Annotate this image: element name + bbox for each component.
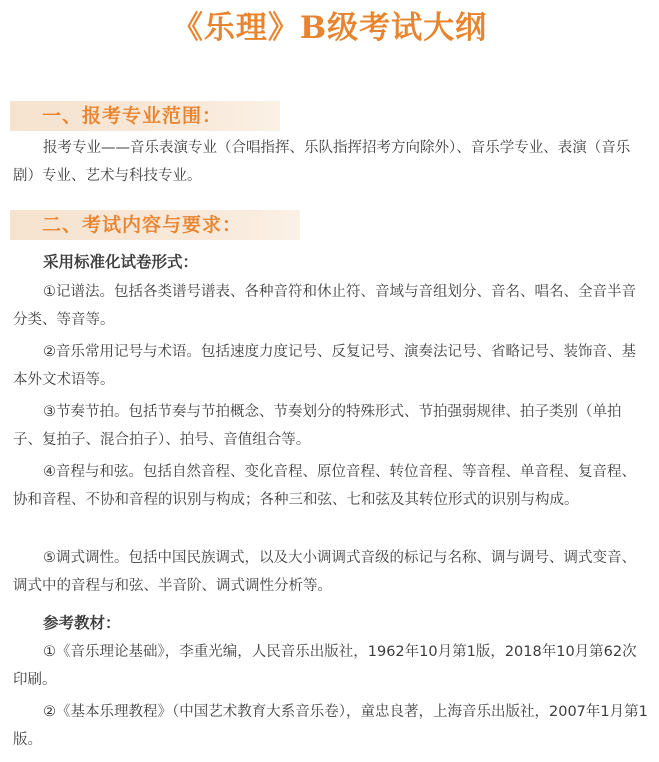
content-item-symbols-terms: ②音乐常用记号与术语。包括速度力度记号、反复记号、演奏法记号、省略记号、装饰音、基本外文术语等。 xyxy=(13,344,636,388)
section-heading-scope-text: 一、报考专业范围： xyxy=(42,105,223,127)
section-heading-content-text: 二、考试内容与要求： xyxy=(42,214,243,236)
content-item-intervals-chords: ④音程与和弦。包括自然音程、变化音程、原位音程、转位音程、等音程、单音程、复音程、协和音程、不协和音程的识别与构成；各种三和弦、七和弦及其转位形式的识别与构成。 xyxy=(13,464,636,508)
scope-paragraph: 报考专业——音乐表演专业（合唱指挥、乐队指挥招考方向除外）、音乐学专业、表演（音乐剧）专业、艺术与科技专业。 xyxy=(13,140,631,184)
page-title: 《乐理》B级考试大纲 xyxy=(171,10,488,46)
section-heading-scope xyxy=(10,101,280,131)
reference-item-2: ②《基本乐理教程》（中国艺术教育大系音乐卷），童忠良著，上海音乐出版社，2007年1月第1版。 xyxy=(13,704,648,748)
section-heading-content xyxy=(10,210,300,240)
references-subhead: 参考教材： xyxy=(43,614,121,632)
content-item-rhythm-meter: ③节奏节拍。包括节奏与节拍概念、节奏划分的特殊形式、节拍强弱规律、拍子类别（单拍子、复拍子、混合拍子）、拍号、音值组合等。 xyxy=(13,404,622,448)
reference-item-1: ①《音乐理论基础》，李重光编，人民音乐出版社，1962年10月第1版，2018年10月第62次印刷。 xyxy=(13,644,637,688)
content-item-modes-keys: ⑤调式调性。包括中国民族调式，以及大小调调式音级的标记与名称、调与调号、调式变音、调式中的音程与和弦、半音阶、调式调性分析等。 xyxy=(13,550,636,594)
exam-format-subhead: 采用标准化试卷形式： xyxy=(43,253,199,271)
content-item-notation: ①记谱法。包括各类谱号谱表、各种音符和休止符、音域与音组划分、音名、唱名、全音半音分类、等音等。 xyxy=(13,284,636,328)
